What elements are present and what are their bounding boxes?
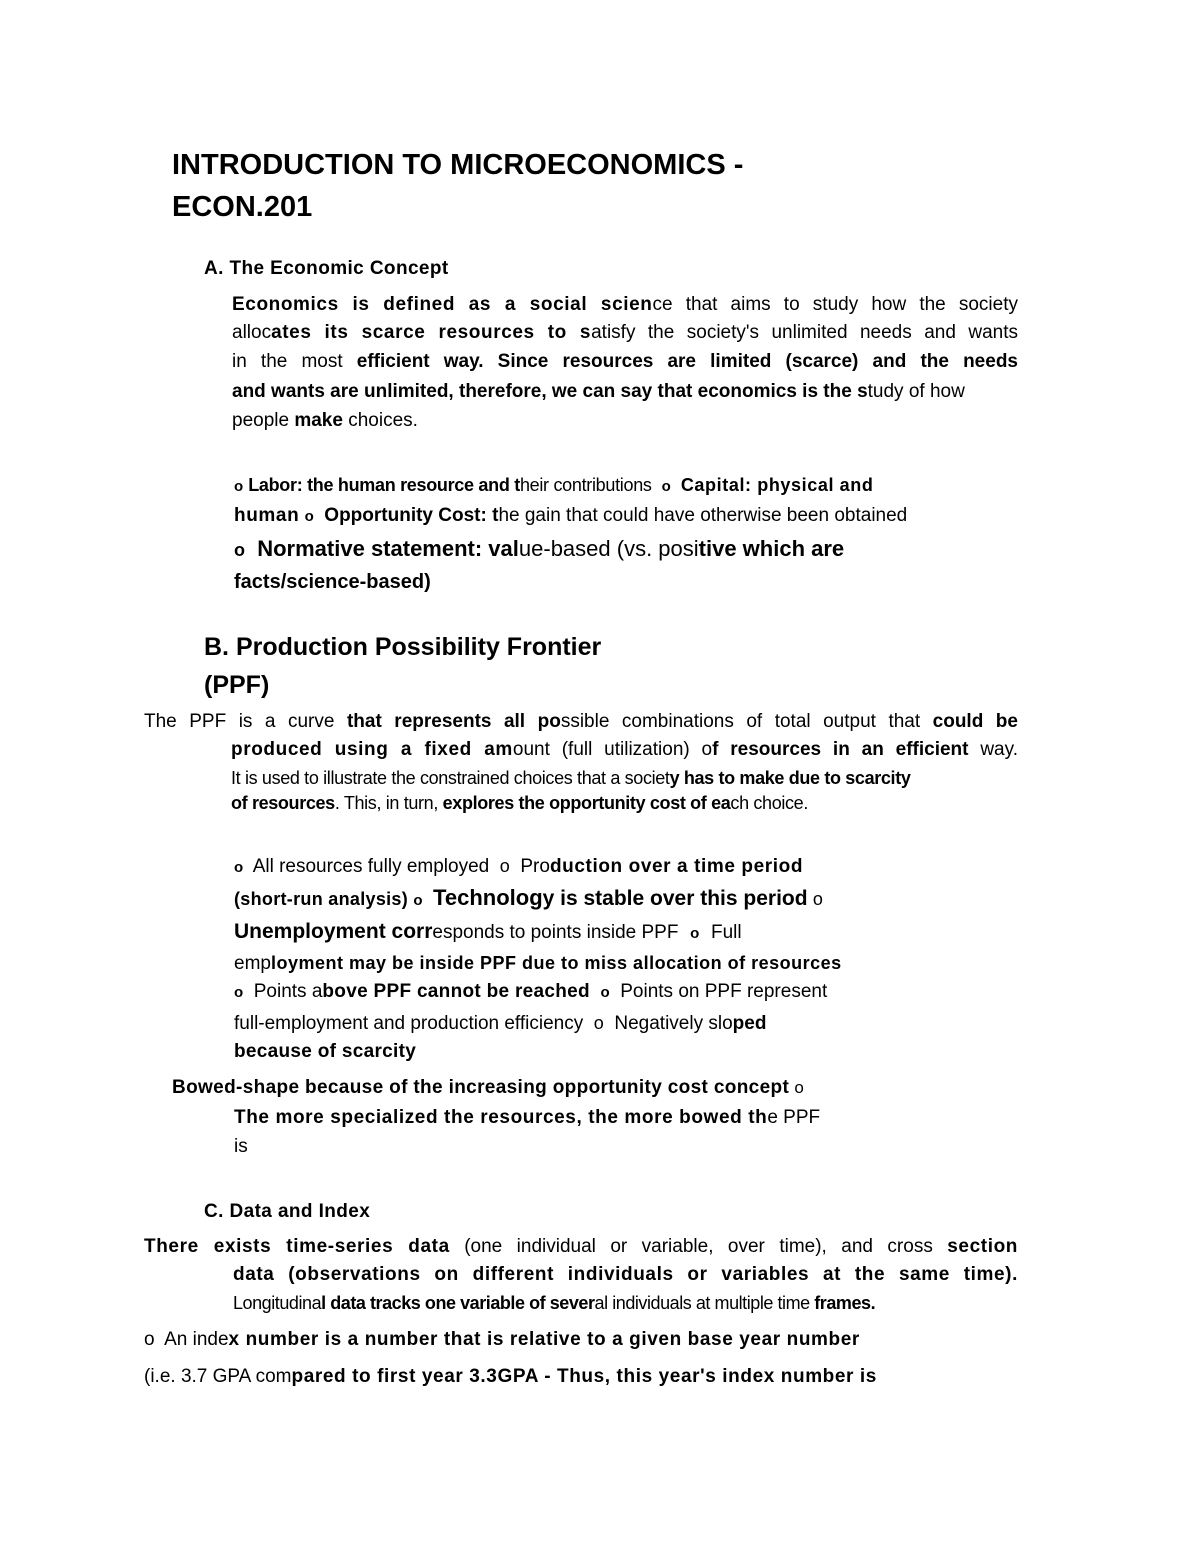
bullet-icon: o [413,892,423,909]
text-normal: emp [234,953,271,974]
text-bold: of resources [231,793,335,813]
text-normal: choices. [342,410,418,431]
bullet-icon: o [661,478,671,495]
section-a-paragraph-line-1 [232,294,1018,316]
text-bold: Opportunity Cost: t [324,505,499,526]
text-bold: The more specialized the resources, the more bowed th [234,1107,768,1128]
bullet-icon: o [593,1013,604,1033]
text-bold: explores the opportunity cost of ea [442,793,731,813]
text-normal: . This, in turn, [334,793,443,813]
text-normal: he gain that could have otherwise been obtained [498,505,908,526]
text-normal: ssible combinations of total output that [560,711,933,732]
text-normal: (i.e. 3.7 GPA com [144,1366,292,1387]
text-bold: tive which are [698,536,845,561]
section-a-paragraph-line-2 [232,322,1018,344]
section-b-list-line-2 [234,887,823,912]
text-normal: The PPF is a curve [144,711,347,732]
bullet-icon: o [794,1078,804,1097]
section-b-list-line-10 [234,1136,248,1158]
text-normal: al individuals at multiple time [594,1293,815,1313]
text-normal: is [234,1136,248,1157]
bullet-icon: o [690,925,700,942]
bullet-icon: o [812,889,823,909]
section-b-list-line-1 [234,855,803,879]
text-normal: atisfy the society's unlimited needs and wants [591,322,1018,343]
bullet-icon: o [234,540,245,560]
text-normal: All resources fully employed [252,856,490,877]
document-title-line-1: INTRODUCTION TO MICROECONOMICS - [172,149,744,181]
text-normal: Points on PPF represent [620,981,828,1002]
text-normal: Longitudina [233,1293,322,1313]
section-b-list-line-3 [234,919,742,946]
text-normal: alloc [232,322,272,343]
section-a-heading: A. The Economic Concept [204,258,449,279]
section-b-paragraph-line-2 [231,739,1018,761]
text-normal: tudy of how [867,381,965,402]
bullet-icon: o [499,856,510,876]
section-a-bullet-line-3 [234,536,844,563]
text-normal: in the most [232,351,357,372]
text-normal: people [232,410,295,431]
text-normal: (one individual or variable, over time), and cross [449,1236,948,1257]
text-bold: human [234,505,300,526]
section-b-list-line-5 [234,981,827,1004]
text-bold: pared to first year 3.3GPA - Thus, this year's index number is [291,1366,877,1387]
text-bold: l data tracks one variable of sever [321,1293,595,1313]
section-b-list-line-6 [234,1012,766,1035]
text-bold: make [294,410,343,431]
text-bold: produced using a fixed am [231,739,513,760]
text-normal: ount (full utilization) o [512,739,713,760]
section-a-paragraph-line-3 [232,351,1018,373]
section-a-paragraph-line-5 [232,410,418,432]
text-normal: full-employment and production efficiency [234,1013,584,1034]
text-bold: frames. [814,1293,876,1313]
text-normal: Points a [253,981,323,1002]
document-title-line-2: ECON.201 [172,191,313,223]
text-bold: Capital: physical and [680,475,874,495]
bullet-icon: o [234,478,244,495]
section-b-heading-line-2: (PPF) [204,671,270,699]
bullet-icon: o [600,984,610,1001]
text-bold: ates its scarce resources to s [271,322,592,343]
text-bold: data (observations on different individuals or variables at the same time). [233,1264,1018,1285]
section-c-heading: C. Data and Index [204,1201,371,1222]
text-bold: duction over a time period [549,856,804,877]
bullet-icon: o [304,508,314,525]
text-normal: ue-based (vs. posi [518,536,699,561]
text-normal: Full [710,922,742,943]
section-a-bullet-line-2 [234,505,907,528]
text-bold: and wants are unlimited, therefore, we can say that economics is the s [232,381,868,402]
text-bold: There exists time-series data [144,1236,450,1257]
section-b-list-line-7 [234,1041,416,1063]
section-b-list-line-4 [234,952,842,975]
text-bold: because of scarcity [234,1041,417,1062]
section-c-index-line-1 [144,1329,860,1351]
text-normal: It is used to illustrate the constrained choices that a societ [231,768,670,788]
text-normal: way. [968,739,1018,760]
text-bold: facts/science-based) [234,571,431,593]
text-bold: that represents all po [346,711,561,732]
text-bold: x number is a number that is relative to a given base year number [228,1329,860,1350]
text-bold: ped [732,1013,767,1034]
text-bold: (short-run analysis) [234,889,409,909]
section-b-heading-line-1: B. Production Possibility Frontier [204,633,602,661]
text-normal: An inde [164,1329,229,1350]
section-b-paragraph-line-1 [144,711,1018,733]
section-a-bullet-line-1 [234,474,873,498]
text-bold: y is stable over this period [542,887,808,910]
text-bold: section [947,1236,1018,1257]
text-bold: f resources in an efficient [712,739,969,760]
text-bold: Unemployment corr [234,920,433,943]
text-bold: bove PPF cannot be reached [322,981,590,1002]
text-bold: Labor: the human resource and t [248,475,520,495]
section-c-index-line-2 [144,1366,877,1388]
bullet-icon: o [144,1329,155,1350]
text-normal: heir contributions [519,475,652,495]
text-normal: ch choice. [730,793,808,813]
section-c-paragraph-line-1 [144,1236,1018,1258]
text-bold: y has to make due to scarcity [669,768,911,788]
text-bold: Bowed-shape because of the increasing opportunity cost concept [172,1077,790,1098]
text-bold: Normative statement: val [257,536,519,561]
section-a-paragraph-line-4 [232,381,965,403]
section-b-list-line-9 [234,1107,820,1129]
text-normal: Pro [520,856,550,877]
text-normal: esponds to points inside PPF [432,922,679,943]
text-bold: Technolog [433,885,543,910]
text-bold: efficient way. Since resources are limited (scarce) and the needs [356,351,1018,372]
text-bold: Economics is defined as a social scien [232,294,653,315]
section-a-bullet-line-4 [234,570,431,594]
section-c-paragraph-line-3 [233,1292,875,1314]
text-bold: loyment may be inside PPF due to miss allocation of resources [270,953,842,973]
bullet-icon: o [234,859,244,876]
section-b-paragraph-line-4 [231,792,808,814]
text-bold: could be [932,711,1018,732]
section-c-paragraph-line-2 [233,1264,1018,1286]
text-normal: e PPF [767,1107,821,1128]
section-b-list-line-8 [172,1077,804,1099]
text-normal: Negatively slo [614,1013,733,1034]
section-b-paragraph-line-3 [231,767,911,789]
text-normal: ce that aims to study how the society [652,294,1018,315]
bullet-icon: o [234,984,244,1001]
